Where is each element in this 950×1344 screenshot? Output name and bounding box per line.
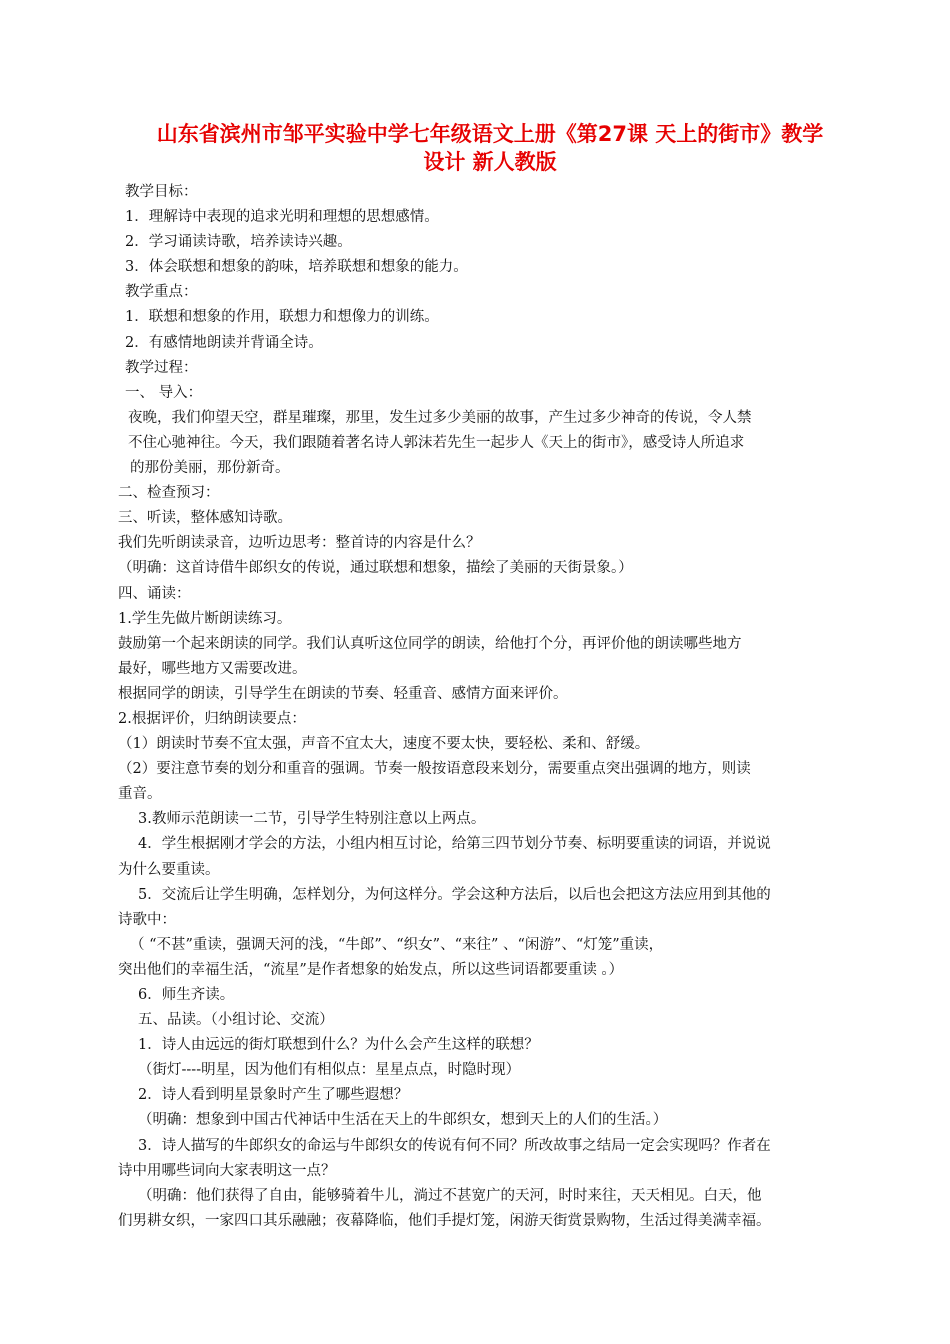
text-line: 1．联想和想象的作用，联想力和想像力的训练。 xyxy=(125,309,439,326)
text-line: 二、检查预习： xyxy=(118,485,220,502)
text-line: 1.学生先做片断朗读练习。 xyxy=(118,610,292,627)
text-line: 们男耕女织，一家四口其乐融融；夜幕降临，他们手提灯笼，闲游天街赏景购物，生活过得美满幸福。 xyxy=(118,1212,771,1229)
text-line: 教学目标： xyxy=(125,184,198,200)
text-line: 我们先听朗读录音，边听边思考：整首诗的内容是什么？ xyxy=(118,535,481,552)
text-line: 三、听读，整体感知诗歌。 xyxy=(118,510,292,527)
text-line: 根据同学的朗读，引导学生在朗读的节奏、轻重音、感情方面来评价。 xyxy=(118,685,568,702)
document-body xyxy=(118,180,856,1234)
text-line: 不住心驰神往。今天，我们跟随着著名诗人郭沫若先生一起步人《天上的街市》，感受诗人所追求 xyxy=(128,434,745,451)
text-line: 1．理解诗中表现的追求光明和理想的思想感情。 xyxy=(125,209,439,226)
text-line: 教学重点： xyxy=(125,284,198,301)
text-line: 诗中用哪些词向大家表明这一点？ xyxy=(118,1162,336,1179)
text-line: （2）要注意节奏的划分和重音的强调。节奏一般按语意段来划分，需要重点突出强调的地方，则读 xyxy=(118,761,751,778)
text-line: 3.教师示范朗读一二节，引导学生特别注意以上两点。 xyxy=(138,811,486,828)
text-line: 一、 导入： xyxy=(125,384,203,401)
text-line: 重音。 xyxy=(118,786,162,803)
text-line: 夜晚，我们仰望天空，群星璀璨，那里，发生过多少美丽的故事，产生过多少神奇的传说，令人禁 xyxy=(128,409,752,426)
text-line: 鼓励第一个起来朗读的同学。我们认真听这位同学的朗读，给他打个分，再评价他的朗读哪些地方 xyxy=(118,635,742,652)
text-line: （明确：这首诗借牛郎织女的传说，通过联想和想象，描绘了美丽的天街景象。） xyxy=(118,560,633,577)
text-line: （明确：想象到中国古代神话中生活在天上的牛郎织女，想到天上的人们的生活。） xyxy=(138,1112,668,1129)
text-line: 2.根据评价，归纳朗读要点： xyxy=(118,710,306,727)
text-line: 4．学生根据刚才学会的方法，小组内相互讨论，给第三四节划分节奏、标明要重读的词语，并说说 xyxy=(138,836,771,853)
text-line: 突出他们的幸福生活，“流星”是作者想象的始发点，所以这些词语都要重读 。） xyxy=(118,961,624,978)
text-line: 为什么要重读。 xyxy=(118,861,220,878)
text-line: 四、诵读： xyxy=(118,585,191,602)
text-line: 3．体会联想和想象的韵味，培养联想和想象的能力。 xyxy=(125,259,468,276)
title-line-2: 设计 新人教版 xyxy=(423,150,557,174)
text-line: 2．学习诵读诗歌，培养读诗兴趣。 xyxy=(125,234,352,251)
text-line: （1）朗读时节奏不宜太强，声音不宜太大，速度不要太快，要轻松、柔和、舒缓。 xyxy=(118,736,650,753)
title-line-1: 山东省滨州市邹平实验中学七年级语文上册《第27课 天上的街市》教学 xyxy=(156,122,824,146)
text-line: 1．诗人由远远的街灯联想到什么？为什么会产生这样的联想？ xyxy=(138,1037,539,1054)
text-line: 的那份美丽，那份新奇。 xyxy=(130,460,290,477)
text-line: 最好，哪些地方又需要改进。 xyxy=(118,660,307,677)
text-line: 2．诗人看到明星景象时产生了哪些遐想？ xyxy=(138,1087,409,1104)
text-line: （明确：他们获得了自由，能够骑着牛儿，淌过不甚宽广的天河，时时来往，天天相见。白天，他 xyxy=(138,1187,762,1204)
text-line: 5．交流后让学生明确，怎样划分，为何这样分。学会这种方法后，以后也会把这方法应用到其他的 xyxy=(138,886,771,903)
text-line: 2．有感情地朗读并背诵全诗。 xyxy=(125,334,323,351)
document-title xyxy=(90,120,890,176)
text-line: 6．师生齐读。 xyxy=(138,987,235,1003)
text-line: 3．诗人描写的牛郎织女的命运与牛郎织女的传说有何不同？所改故事之结局一定会实现吗？作者在 xyxy=(138,1137,771,1154)
text-line: （街灯----明星，因为他们有相似点：星星点点，时隐时现） xyxy=(138,1062,521,1079)
text-line: （ “不甚”重读，强调天河的浅，“牛郎”、“织女”、“来往” 、“闲游”、“灯笼”重读， xyxy=(130,936,664,953)
text-line: 五、品读。（小组讨论、交流） xyxy=(138,1012,334,1029)
text-line: 诗歌中： xyxy=(118,911,176,928)
text-line: 教学过程： xyxy=(125,359,198,376)
